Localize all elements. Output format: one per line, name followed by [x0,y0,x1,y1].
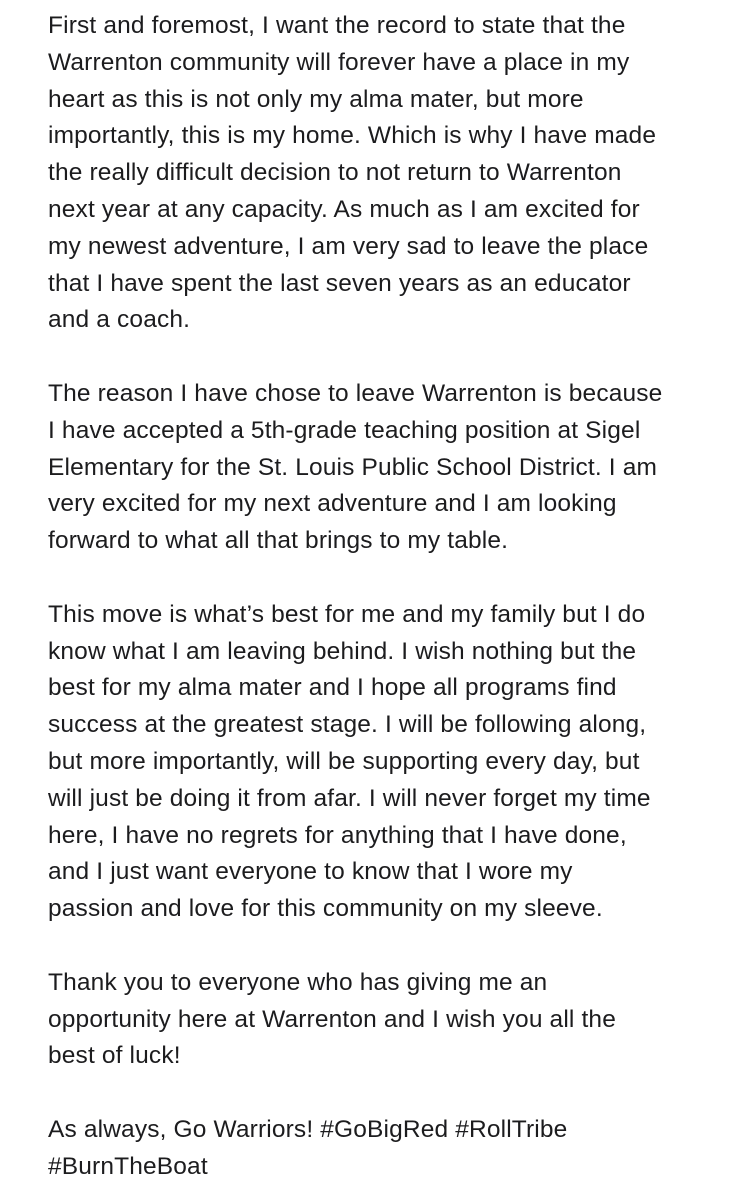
text-line: next year at any capacity. As much as I am excited for [48,195,640,223]
text-line: best for my alma mater and I hope all programs find [48,674,617,702]
text-line: the really difficult decision to not return to Warrenton [48,159,622,187]
text-line: Thank you to everyone who has giving me an [48,968,548,996]
text-line: but more importantly, will be supporting every day, but [48,747,640,775]
text-line: #BurnTheBoat [48,1152,208,1180]
text-line: will just be doing it from afar. I will never forget my time [48,784,651,812]
text-line: best of luck! [48,1042,181,1070]
text-line: As always, Go Warriors! #GoBigRed #RollTribe [48,1115,568,1143]
paragraph-spacer [48,339,728,376]
text-line: I have accepted a 5th-grade teaching position at Sigel [48,416,641,444]
text-line: opportunity here at Warrenton and I wish you all the [48,1005,616,1033]
text-line: The reason I have chose to leave Warrenton is because [48,379,663,407]
text-line: This move is what’s best for me and my family but I do [48,600,646,628]
text-line: my newest adventure, I am very sad to leave the place [48,232,649,260]
text-line: very excited for my next adventure and I am looking [48,490,617,518]
paragraph-announcement [48,8,728,339]
paragraph-reason [48,376,728,560]
text-line: Warrenton community will forever have a place in my [48,48,630,76]
text-line: heart as this is not only my alma mater, but more [48,85,584,113]
text-line: and a coach. [48,306,191,334]
paragraph-farewell [48,597,728,928]
text-line: forward to what all that brings to my table. [48,527,509,555]
note-body [48,8,728,1186]
paragraph-spacer [48,928,728,965]
text-line: know what I am leaving behind. I wish nothing but the [48,637,637,665]
text-line: that I have spent the last seven years as an educator [48,269,631,297]
text-line: importantly, this is my home. Which is why I have made [48,122,657,150]
text-line: success at the greatest stage. I will be following along, [48,711,647,739]
paragraph-spacer [48,1075,728,1112]
text-line: and I just want everyone to know that I wore my [48,858,573,886]
paragraph-thanks [48,965,728,1075]
text-line: First and foremost, I want the record to state that the [48,12,626,39]
text-line: here, I have no regrets for anything that I have done, [48,821,627,849]
paragraph-signoff [48,1112,728,1186]
paragraph-spacer [48,560,728,597]
text-line: passion and love for this community on my sleeve. [48,895,603,923]
text-line: Elementary for the St. Louis Public School District. I am [48,453,658,481]
